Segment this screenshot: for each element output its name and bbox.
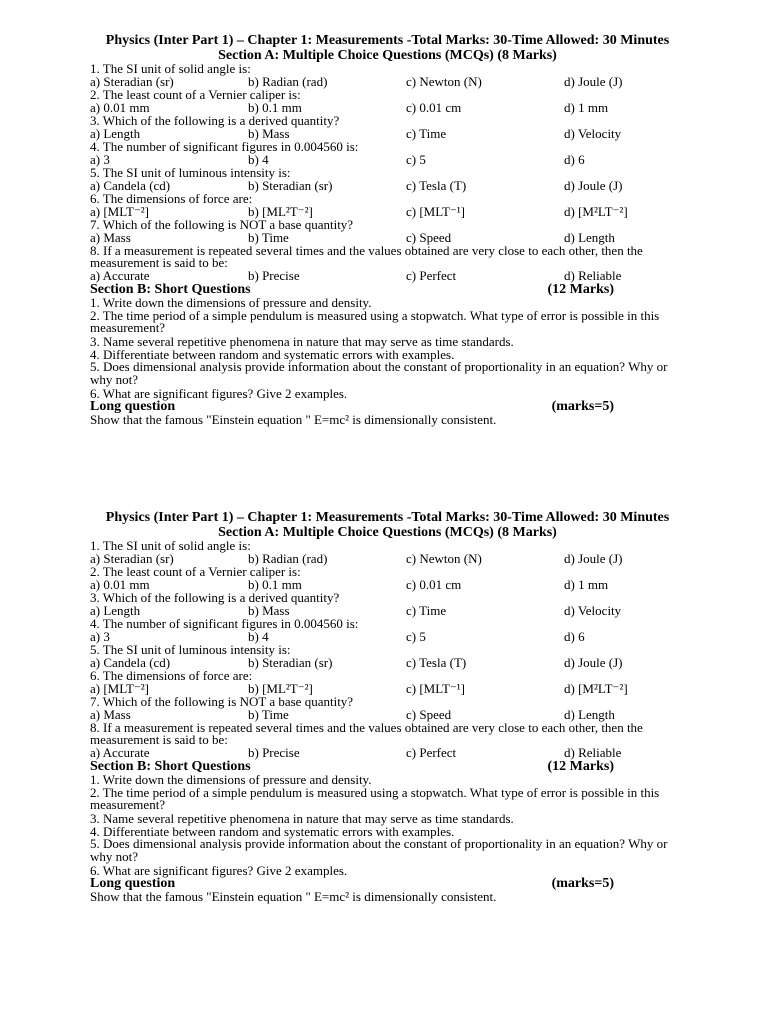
option-a: a) Accurate [90,268,150,283]
option-a: a) Steradian (sr) [90,551,174,566]
option-c: c) Tesla (T) [406,655,467,670]
option-b: b) [ML²T⁻²] [248,204,313,219]
mcq-question: 1. The SI unit of solid angle is: [90,538,251,553]
option-a: a) 0.01 mm [90,577,150,592]
option-a: a) Accurate [90,745,150,760]
mcq-item [90,540,680,566]
mcq-item [90,167,680,193]
option-c: c) [MLT⁻¹] [406,204,466,219]
mcq-question: 8. If a measurement is repeated several times and the values obtained are very close to each other, then the measurement is said to be: [90,243,643,270]
option-d: d) Length [564,707,615,722]
option-b: b) 0.1 mm [248,100,302,115]
exam-paper-copy-1 [90,33,680,427]
mcq-question: 2. The least count of a Vernier caliper is: [90,564,301,579]
mcq-item [90,141,680,167]
option-d: d) 1 mm [564,100,609,115]
short-question: 5. Does dimensional analysis provide information about the constant of proportionality in an equation? Why or why not? [90,359,668,387]
mcq-item [90,193,680,219]
mcq-item [90,219,680,245]
mcq-list [90,63,680,283]
mcq-item [90,592,680,618]
option-d: d) Velocity [564,126,622,141]
short-question: 4. Differentiate between random and systematic errors with examples. [90,346,455,362]
option-d: d) 1 mm [564,577,609,592]
section-a-heading: Section A: Multiple Choice Questions (MCQs) (8 Marks) [218,48,557,63]
mcq-options [90,269,680,283]
mcq-item [90,115,680,141]
option-b: b) Steradian (sr) [248,178,333,193]
section-b-marks: (12 Marks) [547,759,614,774]
mcq-question: 7. Which of the following is NOT a base quantity? [90,217,354,232]
mcq-item [90,696,680,722]
option-d: d) [M²LT⁻²] [564,681,628,696]
section-b-label: Section B: Short Questions [90,282,251,297]
short-question: 5. Does dimensional analysis provide information about the constant of proportionality in an equation? Why or why not? [90,836,668,864]
option-d: d) Length [564,230,615,245]
mcq-item [90,63,680,89]
option-b: b) 0.1 mm [248,577,302,592]
option-b: b) 4 [248,629,269,644]
option-a: a) Candela (cd) [90,178,171,193]
paper-title: Physics (Inter Part 1) – Chapter 1: Measurements -Total Marks: 30-Time Allowed: 30 Minutes [105,33,670,48]
option-d: d) Joule (J) [564,551,623,566]
short-question: 1. Write down the dimensions of pressure and density. [90,295,372,310]
long-question-label: Long question [90,876,176,891]
option-d: d) Velocity [564,603,622,618]
option-c: c) Speed [406,707,452,722]
option-c: c) Perfect [406,268,457,283]
option-b: b) Radian (rad) [248,74,328,89]
option-a: a) 3 [90,629,110,644]
short-question-list [90,774,680,877]
paper-title: Physics (Inter Part 1) – Chapter 1: Measurements -Total Marks: 30-Time Allowed: 30 Minutes [105,510,670,525]
option-b: b) Time [248,707,289,722]
option-c: c) 5 [406,152,426,167]
short-question: 4. Differentiate between random and systematic errors with examples. [90,823,455,839]
option-d: d) Joule (J) [564,74,623,89]
option-d: d) 6 [564,629,585,644]
option-d: d) Reliable [564,268,622,283]
option-c: c) [MLT⁻¹] [406,681,466,696]
mcq-question: 8. If a measurement is repeated several times and the values obtained are very close to each other, then the measurement is said to be: [90,720,643,747]
option-a: a) 0.01 mm [90,100,150,115]
option-c: c) Tesla (T) [406,178,467,193]
option-a: a) 3 [90,152,110,167]
option-b: b) Time [248,230,289,245]
short-question: 6. What are significant figures? Give 2 examples. [90,385,348,401]
option-d: d) 6 [564,152,585,167]
short-question: 2. The time period of a simple pendulum is measured using a stopwatch. What type of error is possible in this measurement? [90,784,660,812]
short-question: 3. Name several repetitive phenomena in nature that may serve as time standards. [90,811,514,826]
option-c: c) Speed [406,230,452,245]
mcq-item [90,566,680,592]
option-b: b) Steradian (sr) [248,655,333,670]
short-question: 6. What are significant figures? Give 2 examples. [90,862,348,878]
option-d: d) [M²LT⁻²] [564,204,628,219]
option-d: d) Joule (J) [564,178,623,193]
option-c: c) 5 [406,629,426,644]
section-b-marks: (12 Marks) [547,282,614,297]
long-question-text: Show that the famous "Einstein equation " E=mc² is dimensionally consistent. [90,889,497,904]
option-b: b) Precise [248,745,300,760]
mcq-question: 3. Which of the following is a derived quantity? [90,113,340,128]
option-c: c) 0.01 cm [406,100,462,115]
mcq-question: 1. The SI unit of solid angle is: [90,61,251,76]
option-d: d) Joule (J) [564,655,623,670]
option-b: b) Mass [248,126,290,141]
option-c: c) Time [406,603,447,618]
option-b: b) Radian (rad) [248,551,328,566]
option-d: d) Reliable [564,745,622,760]
long-question-marks: (marks=5) [551,399,614,414]
short-question-list [90,297,680,400]
mcq-options [90,746,680,760]
option-a: a) Mass [90,230,131,245]
option-a: a) Candela (cd) [90,655,171,670]
option-c: c) Newton (N) [406,551,482,566]
option-a: a) Mass [90,707,131,722]
mcq-question: 6. The dimensions of force are: [90,668,253,683]
mcq-item [90,644,680,670]
mcq-question: 4. The number of significant figures in 0.004560 is: [90,616,359,631]
option-a: a) [MLT⁻²] [90,204,150,219]
option-c: c) Time [406,126,447,141]
mcq-question: 4. The number of significant figures in 0.004560 is: [90,139,359,154]
mcq-item [90,89,680,115]
option-c: c) 0.01 cm [406,577,462,592]
mcq-list [90,540,680,760]
option-b: b) Mass [248,603,290,618]
option-a: a) [MLT⁻²] [90,681,150,696]
short-question: 1. Write down the dimensions of pressure and density. [90,772,372,787]
mcq-question: 7. Which of the following is NOT a base quantity? [90,694,354,709]
mcq-question: 5. The SI unit of luminous intensity is: [90,642,291,657]
option-a: a) Length [90,126,141,141]
exam-paper-copy-2 [90,510,680,904]
option-b: b) 4 [248,152,269,167]
option-b: b) [ML²T⁻²] [248,681,313,696]
mcq-item [90,722,680,760]
mcq-question: 3. Which of the following is a derived quantity? [90,590,340,605]
section-a-heading: Section A: Multiple Choice Questions (MCQs) (8 Marks) [218,525,557,540]
mcq-item [90,245,680,283]
mcq-item [90,618,680,644]
option-c: c) Newton (N) [406,74,482,89]
long-question-label: Long question [90,399,176,414]
short-question: 3. Name several repetitive phenomena in nature that may serve as time standards. [90,334,514,349]
mcq-question: 5. The SI unit of luminous intensity is: [90,165,291,180]
option-b: b) Precise [248,268,300,283]
mcq-item [90,670,680,696]
long-question-marks: (marks=5) [551,876,614,891]
mcq-question: 2. The least count of a Vernier caliper is: [90,87,301,102]
option-a: a) Steradian (sr) [90,74,174,89]
mcq-question: 6. The dimensions of force are: [90,191,253,206]
short-question: 2. The time period of a simple pendulum is measured using a stopwatch. What type of error is possible in this measurement? [90,307,660,335]
option-c: c) Perfect [406,745,457,760]
long-question-text: Show that the famous "Einstein equation " E=mc² is dimensionally consistent. [90,412,497,427]
section-b-label: Section B: Short Questions [90,759,251,774]
option-a: a) Length [90,603,141,618]
